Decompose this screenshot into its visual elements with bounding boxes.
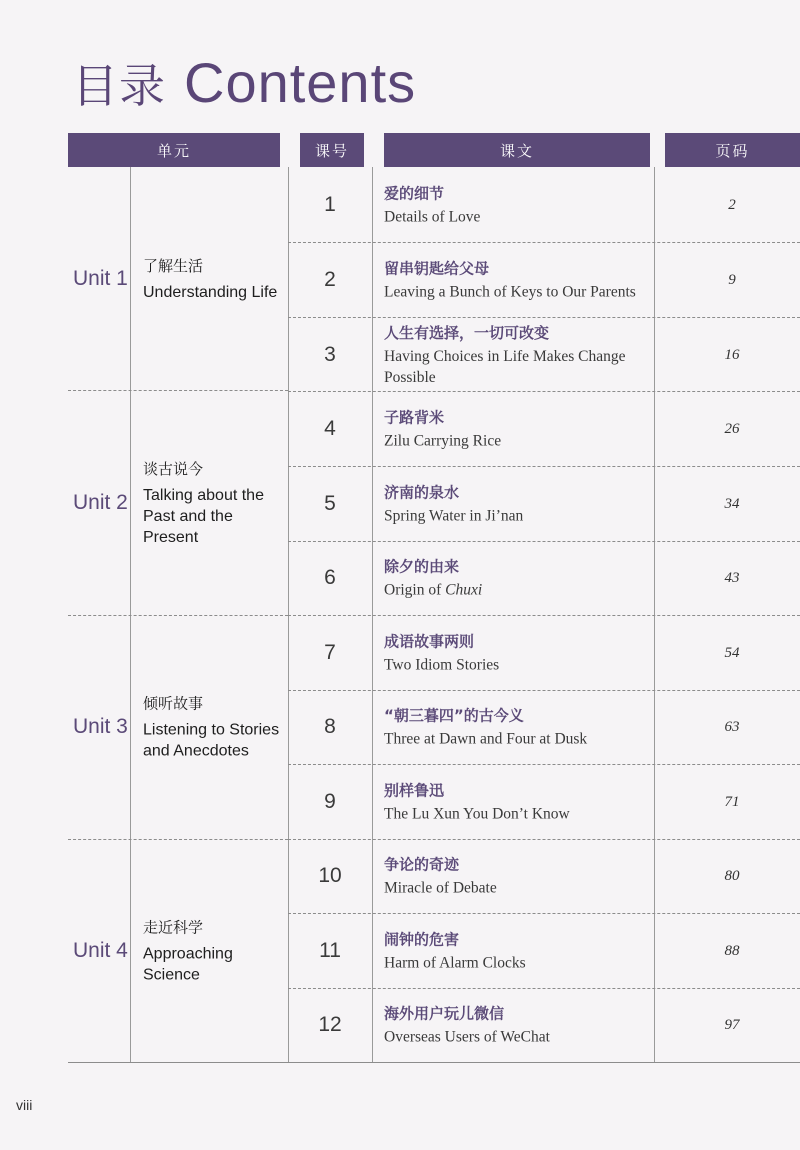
lesson-title [384, 1003, 654, 1048]
lesson-title [384, 258, 654, 303]
lesson-title-english: Having Choices in Life Makes Change Possible [384, 348, 626, 386]
page-title [72, 50, 416, 116]
lesson-title-english: Three at Dawn and Four at Dusk [384, 730, 588, 748]
page-number: 63 [724, 718, 740, 735]
lesson-title-english: Miracle of Debate [384, 879, 497, 897]
title-english: Contents [184, 51, 417, 114]
lesson-row[interactable] [288, 243, 800, 317]
lesson-title [384, 854, 654, 899]
unit-label: Unit 1 [73, 266, 128, 290]
lesson-title [384, 556, 654, 601]
lesson-number: 10 [318, 864, 342, 887]
page-number: 16 [724, 346, 740, 363]
unit-theme-english: Talking about the Past and the Present [143, 486, 264, 546]
unit-row [68, 167, 288, 390]
lesson-title-chinese: 争论的奇迹 [384, 855, 460, 874]
lesson-title [384, 929, 654, 974]
unit-row [68, 839, 288, 1062]
page-folio: viii [16, 1097, 33, 1113]
page-number: 34 [724, 495, 740, 512]
page-number: 43 [724, 569, 740, 586]
unit-theme-chinese: 倾听故事 [143, 694, 204, 713]
lesson-title-chinese: 爱的细节 [384, 184, 445, 203]
lesson-title [384, 183, 654, 228]
lesson-title-chinese: 子路背米 [384, 408, 445, 427]
lesson-title-chinese: 海外用户玩儿微信 [384, 1004, 505, 1023]
lesson-title [384, 482, 654, 527]
lesson-row[interactable] [288, 988, 800, 1062]
lesson-row[interactable] [288, 467, 800, 541]
lesson-title-english: Overseas Users of WeChat [384, 1028, 550, 1046]
lesson-number: 7 [324, 641, 336, 664]
lesson-row[interactable] [288, 168, 800, 242]
lesson-title-english-italic: Chuxi [445, 581, 483, 599]
lesson-title [384, 780, 654, 825]
lesson-title-english [384, 580, 654, 601]
lesson-number: 1 [324, 193, 336, 216]
unit-row [68, 615, 288, 839]
page-number: 26 [724, 420, 740, 437]
lesson-title-english: Details of Love [384, 208, 481, 226]
lesson-row[interactable] [288, 318, 800, 392]
page-number: 71 [724, 793, 740, 810]
header-text: 课文 [384, 133, 650, 167]
lesson-title-english-prefix: Origin of [384, 581, 446, 599]
lesson-row[interactable] [288, 765, 800, 839]
table-bottom-border [68, 1062, 800, 1063]
unit-row [68, 390, 288, 615]
unit-theme-chinese: 了解生活 [143, 256, 204, 275]
lesson-number: 12 [318, 1013, 342, 1036]
lesson-number: 3 [324, 343, 336, 366]
title-chinese: 目录 [72, 59, 166, 113]
unit-theme-english: Listening to Stories and Anecdotes [143, 721, 280, 760]
unit-theme-chinese: 谈古说今 [143, 459, 204, 478]
lesson-number: 6 [324, 566, 336, 589]
unit-theme [143, 255, 288, 303]
lesson-title-chinese: 闹钟的危害 [384, 930, 460, 949]
unit-theme [143, 693, 288, 762]
lesson-title [384, 705, 654, 750]
lesson-title-english: Zilu Carrying Rice [384, 432, 502, 450]
lesson-title-chinese: 济南的泉水 [384, 483, 460, 502]
lesson-number: 11 [319, 939, 341, 962]
page-number: 97 [724, 1016, 740, 1033]
lesson-title-english: Two Idiom Stories [384, 656, 500, 674]
lesson-row[interactable] [288, 541, 800, 615]
header-page: 页码 [665, 133, 800, 167]
unit-label: Unit 2 [73, 490, 128, 514]
lesson-title-english: Harm of Alarm Clocks [384, 954, 526, 972]
lesson-title [384, 631, 654, 676]
header-unit: 单元 [68, 133, 280, 167]
lesson-row[interactable] [288, 690, 800, 764]
unit-theme-english: Understanding Life [143, 283, 278, 301]
lesson-row[interactable] [288, 616, 800, 690]
lesson-row[interactable] [288, 839, 800, 913]
unit-theme-english: Approaching Science [143, 945, 233, 983]
lesson-number: 2 [324, 268, 336, 291]
page-number: 2 [728, 196, 736, 213]
lesson-title-chinese: 除夕的由来 [384, 557, 460, 576]
page-number: 80 [724, 867, 740, 884]
lesson-title-english: Spring Water in Ji’nan [384, 507, 524, 525]
lesson-row[interactable] [288, 914, 800, 988]
lesson-number: 4 [324, 417, 336, 440]
page-number: 88 [724, 942, 740, 959]
unit-theme [143, 458, 288, 548]
lesson-title [384, 407, 654, 452]
lesson-number: 9 [324, 790, 336, 813]
page-number: 54 [724, 644, 740, 661]
page-number: 9 [728, 271, 736, 288]
lesson-number: 5 [324, 492, 336, 515]
lesson-title-chinese: “朝三暮四”的古今义 [384, 706, 524, 725]
lesson-title [384, 322, 654, 388]
lesson-title-chinese: 人生有选择，一切可改变 [384, 324, 550, 342]
unit-theme [143, 916, 288, 985]
header-lesson: 课号 [300, 133, 364, 167]
lesson-title-english: Leaving a Bunch of Keys to Our Parents [384, 283, 636, 301]
lesson-row[interactable] [288, 392, 800, 466]
lesson-title-english: The Lu Xun You Don’t Know [384, 805, 570, 823]
lesson-number: 8 [324, 715, 336, 738]
lesson-title-chinese: 别样鲁迅 [384, 781, 445, 800]
unit-theme-chinese: 走近科学 [143, 918, 204, 936]
lesson-title-chinese: 留串钥匙给父母 [384, 259, 490, 278]
unit-label: Unit 4 [73, 938, 128, 962]
lesson-title-chinese: 成语故事两则 [384, 632, 475, 651]
unit-label: Unit 3 [73, 715, 128, 738]
